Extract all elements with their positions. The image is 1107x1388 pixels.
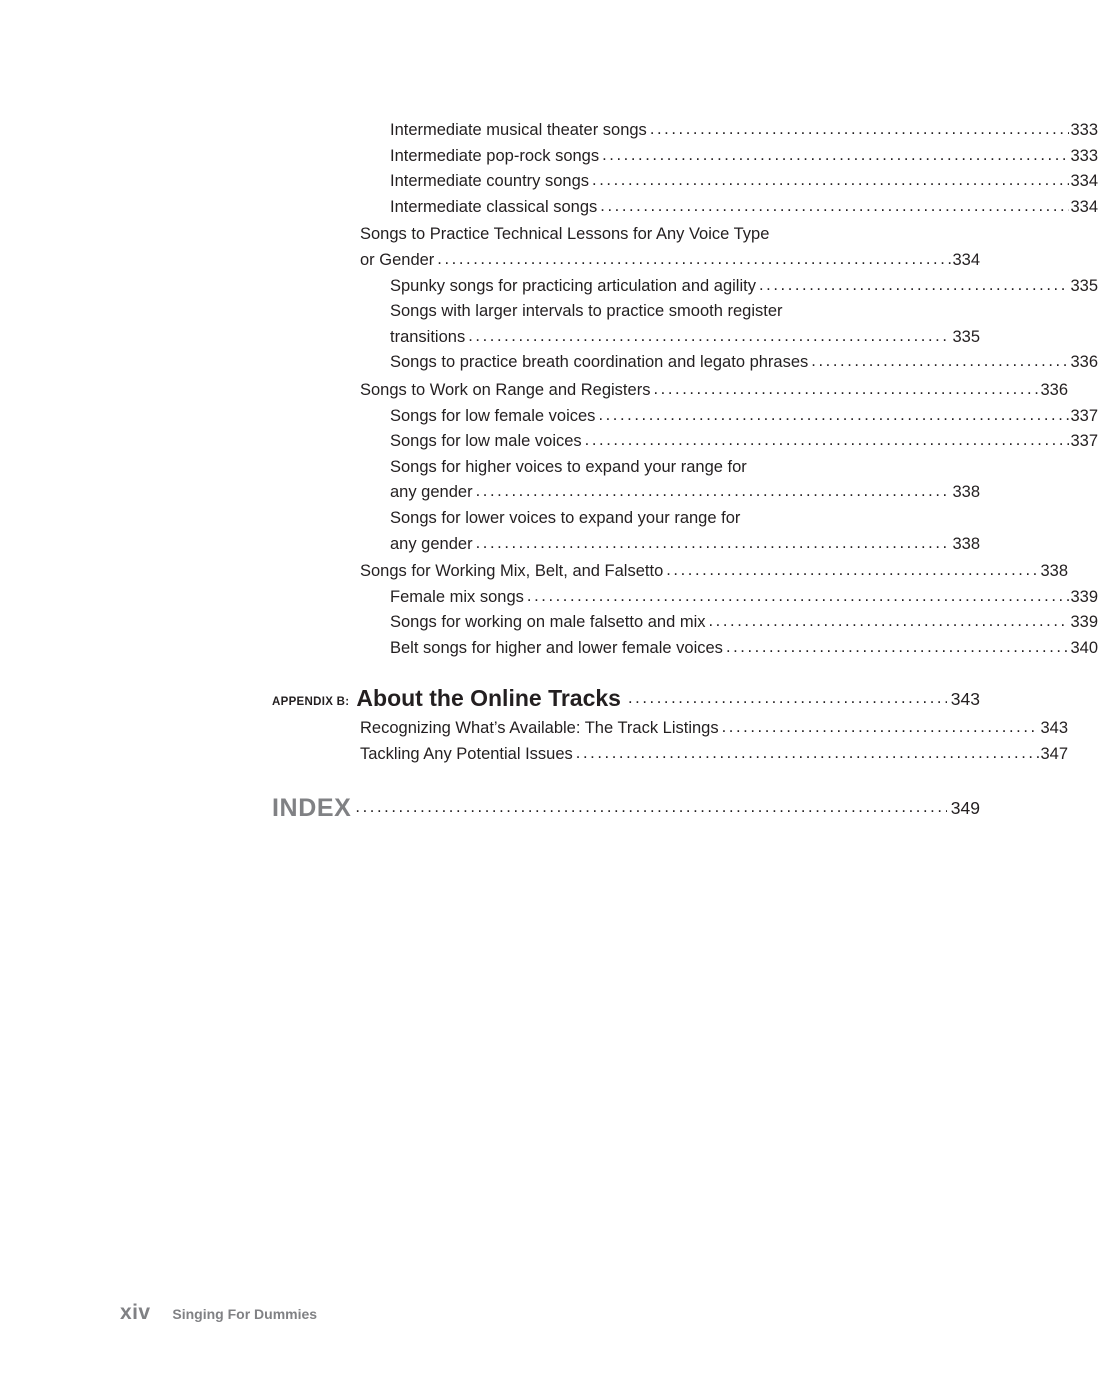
toc-entry-label: Songs for working on male falsetto and mix	[390, 613, 706, 632]
toc-entry-label: Recognizing What’s Available: The Track Listings	[360, 719, 719, 738]
index-title: INDEX	[272, 793, 352, 822]
toc-entry-page: 334	[1070, 172, 1098, 191]
toc-entry[interactable]	[390, 404, 1098, 430]
dot-leader	[576, 741, 1040, 767]
page-footer	[120, 1301, 317, 1325]
dot-leader	[598, 403, 1069, 429]
toc-entry-line2	[390, 325, 980, 351]
toc-entry-page: 340	[1070, 638, 1098, 657]
toc-entry[interactable]	[390, 169, 1098, 195]
toc-entry-page: 347	[1040, 745, 1068, 764]
dot-leader	[600, 194, 1069, 220]
toc-entry-label: any gender	[390, 534, 473, 553]
dot-leader	[759, 273, 1070, 299]
toc-entry[interactable]	[390, 585, 1098, 611]
toc-entry[interactable]	[390, 429, 1098, 455]
toc-entry-label: Intermediate country songs	[390, 172, 590, 191]
toc-entry[interactable]	[390, 636, 1098, 662]
toc-entry[interactable]	[390, 144, 1098, 170]
toc-entry-line2	[360, 248, 980, 274]
toc-entry-label-line1: Songs with larger intervals to practice smooth register	[390, 302, 783, 321]
dot-leader	[709, 609, 1070, 635]
dot-leader	[355, 798, 946, 817]
dot-leader	[666, 558, 1039, 584]
toc-entry-page: 337	[1070, 406, 1098, 425]
dot-leader	[476, 531, 952, 557]
toc-entry-label: Female mix songs	[390, 587, 524, 606]
toc-entry-label: Songs for low male voices	[390, 432, 582, 451]
toc-entry[interactable]	[390, 118, 1098, 144]
toc-entry-label: Belt songs for higher and lower female voices	[390, 638, 723, 657]
toc-entry-label: Intermediate musical theater songs	[390, 121, 647, 139]
toc-entry-label: Spunky songs for practicing articulation and agility	[390, 276, 756, 295]
dot-leader	[602, 143, 1069, 169]
toc-appendix-heading[interactable]	[272, 685, 980, 712]
dot-leader	[726, 635, 1070, 661]
toc-entry-page: 333	[1070, 121, 1098, 139]
appendix-kicker: APPENDIX B:	[272, 696, 350, 709]
dot-leader	[628, 689, 947, 708]
toc-entry-page: 336	[1040, 380, 1068, 399]
appendix-title: About the Online Tracks	[356, 685, 621, 712]
toc-entry-label: Songs to practice breath coordination and legato phrases	[390, 353, 809, 372]
toc-entry[interactable]	[390, 610, 1098, 636]
toc-entry[interactable]	[390, 350, 1098, 376]
toc-entry-page: 338	[952, 534, 980, 553]
toc-entry[interactable]	[390, 274, 1098, 300]
toc-entry[interactable]	[360, 559, 1068, 585]
dot-leader	[811, 349, 1069, 375]
toc-entry-page: 335	[952, 327, 980, 346]
toc-entry-page: 339	[1070, 587, 1098, 606]
toc-entry[interactable]	[360, 742, 1068, 768]
toc-entry-page: 338	[1040, 562, 1068, 581]
page-number: xiv	[120, 1301, 151, 1324]
toc-entry-label: Tackling Any Potential Issues	[360, 745, 573, 764]
appendix-page: 343	[950, 689, 980, 710]
dot-leader	[468, 324, 951, 350]
toc-entry-line2	[390, 532, 980, 558]
toc-entry-label: or Gender	[360, 250, 435, 269]
toc-entry-page: 333	[1070, 146, 1098, 165]
toc-entry-page: 338	[952, 483, 980, 502]
toc-entry-page: 337	[1070, 432, 1098, 451]
dot-leader	[653, 377, 1039, 403]
toc-entry-label: Intermediate pop-rock songs	[390, 146, 600, 165]
toc-entry-label: Songs to Work on Range and Registers	[360, 380, 651, 399]
toc-entry-page: 334	[1070, 197, 1098, 216]
dot-leader	[592, 168, 1069, 194]
toc-entry-page: 335	[1070, 276, 1098, 295]
book-title: Singing For Dummies	[172, 1306, 318, 1322]
index-page: 349	[950, 797, 980, 818]
toc-entry-page: 343	[1040, 719, 1068, 738]
dot-leader	[437, 247, 951, 273]
table-of-contents	[272, 118, 1098, 823]
toc-entry[interactable]	[390, 455, 980, 506]
toc-entry-page: 334	[952, 250, 980, 269]
toc-entry[interactable]	[360, 378, 1068, 404]
dot-leader	[650, 117, 1070, 143]
toc-entry[interactable]	[360, 716, 1068, 742]
toc-entry-label: Intermediate classical songs	[390, 197, 598, 216]
toc-entry-label: transitions	[390, 327, 466, 346]
toc-entry-label-line1: Songs for lower voices to expand your range for	[390, 508, 741, 527]
toc-entry-page: 336	[1070, 353, 1098, 372]
dot-leader	[527, 584, 1070, 610]
dot-leader	[722, 715, 1040, 741]
toc-entry-page: 339	[1070, 613, 1098, 632]
toc-entry-label-line1: Songs to Practice Technical Lessons for Any Voice Type	[360, 225, 770, 244]
dot-leader	[585, 428, 1070, 454]
toc-entry[interactable]	[390, 195, 1098, 221]
toc-entry[interactable]	[390, 506, 980, 557]
toc-entry[interactable]	[360, 222, 980, 273]
toc-entry-label: any gender	[390, 483, 473, 502]
toc-entry-label: Songs for low female voices	[390, 406, 596, 425]
toc-index-heading[interactable]	[272, 794, 980, 823]
toc-entry-label-line1: Songs for higher voices to expand your range for	[390, 457, 747, 476]
dot-leader	[476, 479, 952, 505]
toc-entry[interactable]	[390, 299, 980, 350]
toc-entry-label: Songs for Working Mix, Belt, and Falsetto	[360, 562, 664, 581]
toc-entry-line2	[390, 480, 980, 506]
